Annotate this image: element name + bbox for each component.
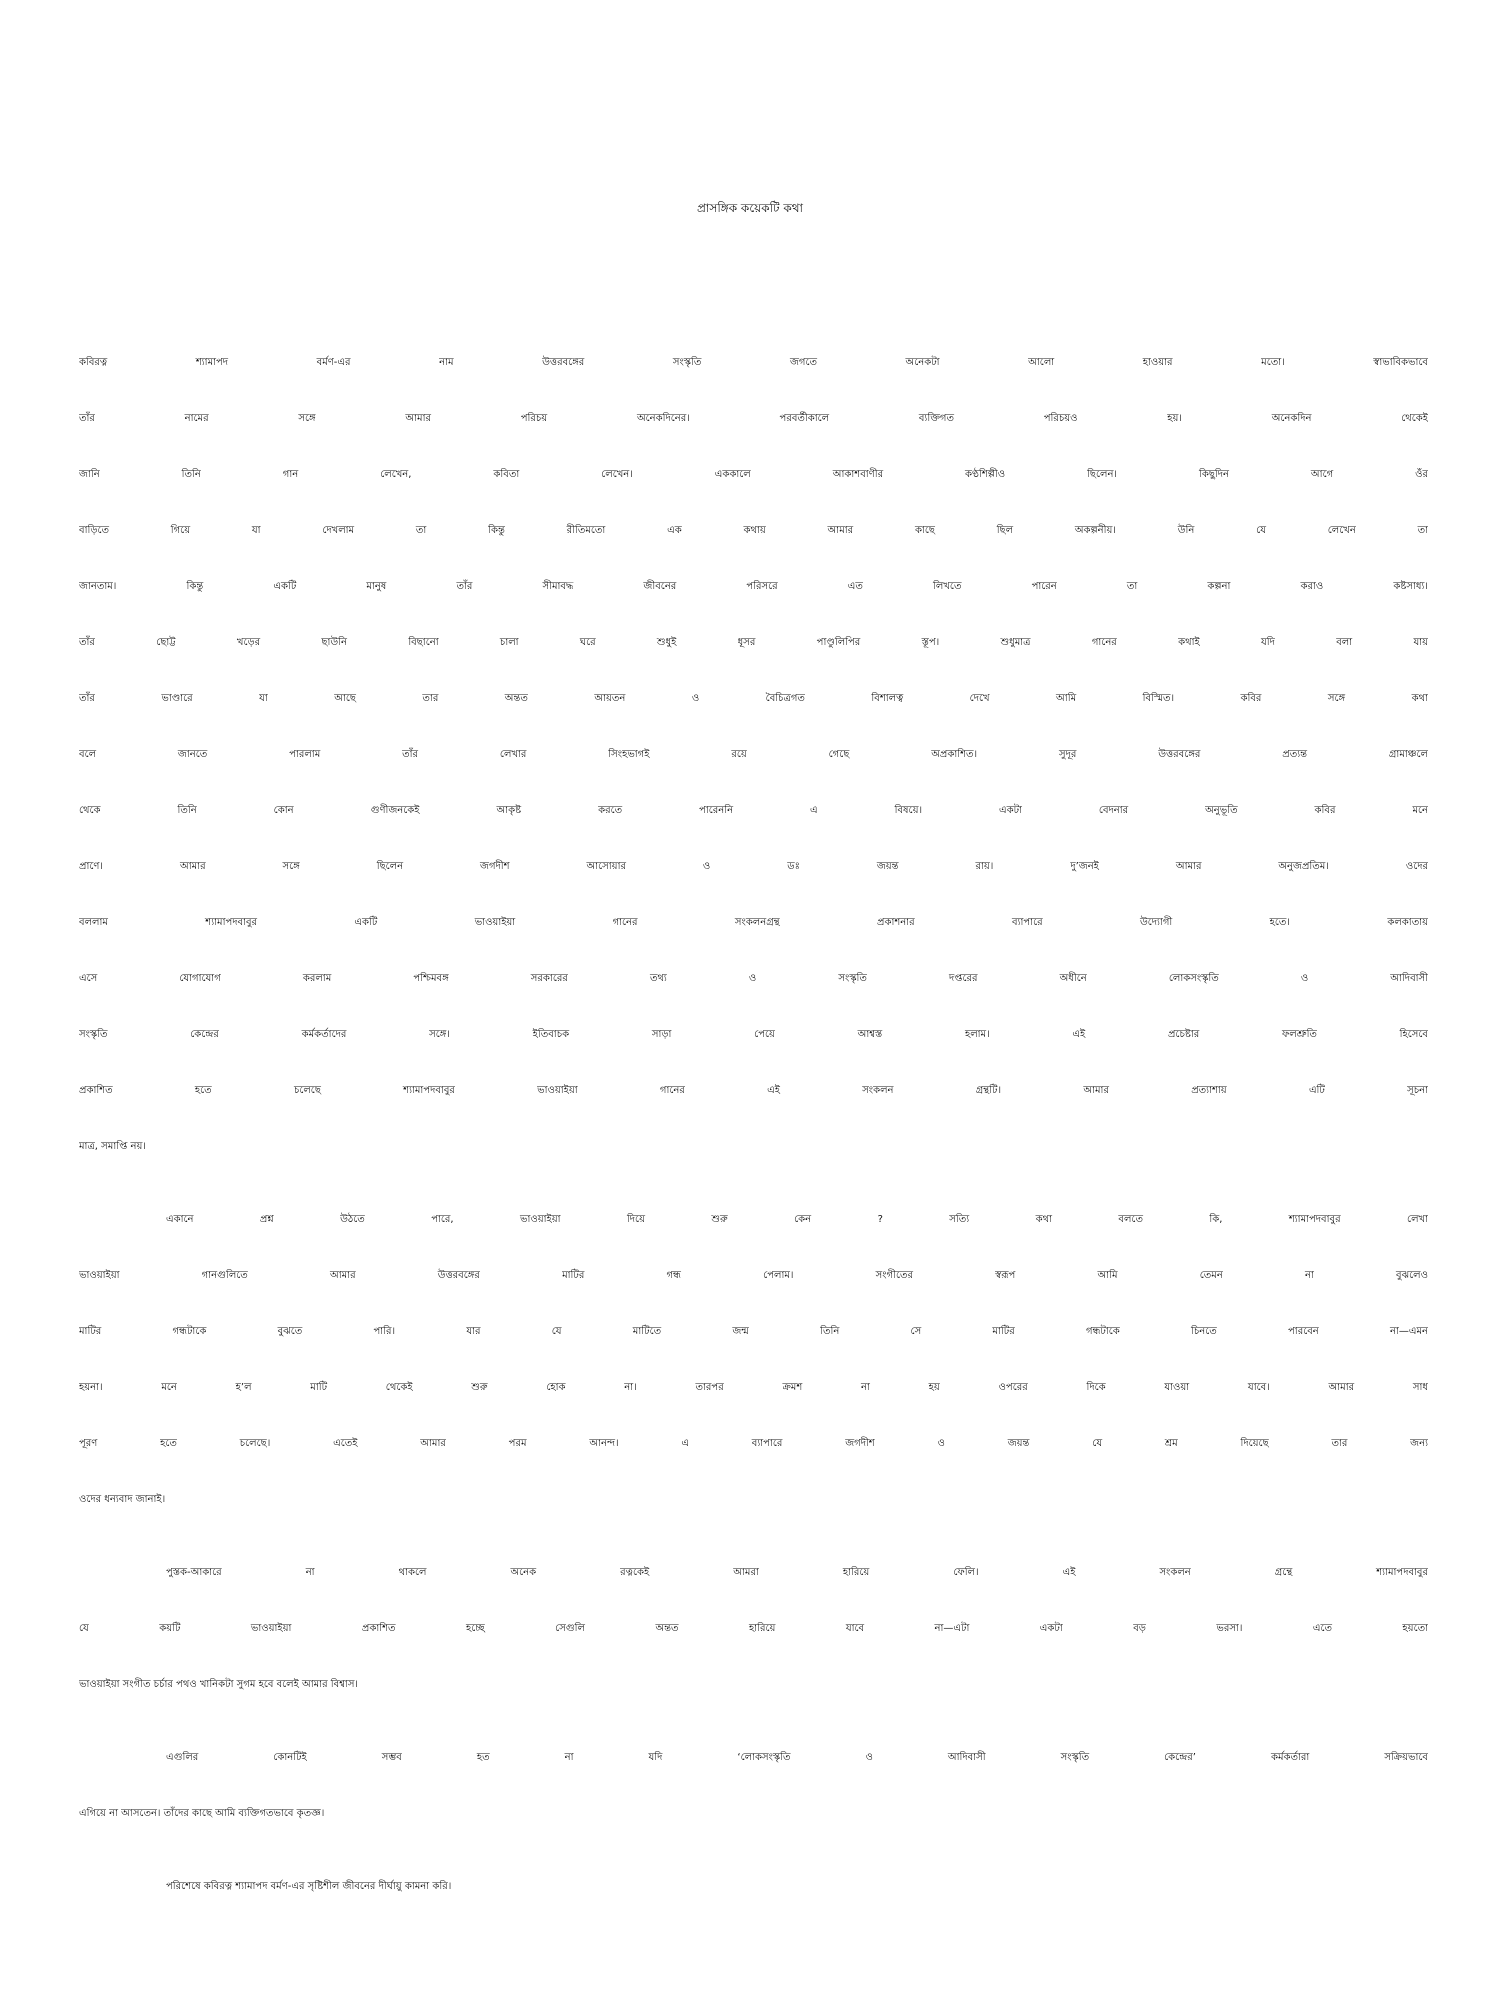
text-line: এগিয়ে না আসতেন। তাঁদের কাছে আমি ব্যক্তিগতভাবে কৃতজ্ঞ। (79, 1808, 325, 1819)
document-body (79, 335, 1428, 1915)
paragraph-3 (79, 1545, 1428, 1713)
text-line: মাটির গন্ধটাকে বুঝতে পারি। যার যে মাটিতে জন্ম তিনি সে মাটির গন্ধটাকে চিনতে পারবেন না—এমন (79, 1326, 1428, 1337)
paragraph-4 (79, 1730, 1428, 1842)
page-title: প্রাসঙ্গিক কয়েকটি কথা (696, 201, 804, 215)
text-line: এগুলির কোনটিই সম্ভব হত না যদি ‘লোকসংস্কৃতি ও আদিবাসী সংস্কৃতি কেন্দ্রের’ কর্মকর্তারা সক্রিয়ভাবে (166, 1752, 1428, 1763)
text-line: প্রকাশিত হতে চলেছে শ্যামাপদবাবুর ভাওয়াইয়া গানের এই সংকলন গ্রন্থটি। আমার প্রত্যাশায় এটি সূচনা (79, 1085, 1428, 1096)
text-line: প্রাণে। আমার সঙ্গে ছিলেন জগদীশ আসোয়ার ও ডঃ জয়ন্ত রায়। দু’জনই আমার অনুজপ্রতিম। ওদের (79, 861, 1428, 872)
text-line: বলে জানতে পারলাম তাঁর লেখার সিংহভাগই রয়ে গেছে অপ্রকাশিত। সুদূর উত্তরবঙ্গের প্রত্যন্ত গ্রামাঞ্চলে (79, 749, 1428, 760)
text-line: একানে প্রশ্ন উঠতে পারে, ভাওয়াইয়া দিয়ে শুরু কেন ? সত্যি কথা বলতে কি, শ্যামাপদবাবুর লেখা (166, 1214, 1428, 1225)
text-line: ওদের ধন্যবাদ জানাই। (79, 1494, 166, 1505)
text-line: তাঁর নামের সঙ্গে আমার পরিচয় অনেকদিনের। পরবর্তীকালে ব্যক্তিগত পরিচয়ও হয়। অনেকদিন থেকেই (79, 413, 1428, 424)
text-line: জানি তিনি গান লেখেন, কবিতা লেখেন। এককালে আকাশবাণীর কণ্ঠশিল্পীও ছিলেন। কিছুদিন আগে ওঁর (79, 469, 1428, 480)
text-line: তাঁর ছোট্ট খড়ের ছাউনি বিছানো চালা ঘরে শুধুই ধূসর পাণ্ডুলিপির স্তূপ। শুধুমাত্র গানের কথাই যদি বলা যায় (79, 637, 1428, 648)
text-line: এসে যোগাযোগ করলাম পশ্চিমবঙ্গ সরকারের তথ্য ও সংস্কৃতি দপ্তরের অধীনে লোকসংস্কৃতি ও আদিবাসী (79, 973, 1428, 984)
text-line: জানতাম। কিন্তু একটি মানুষ তাঁর সীমাবদ্ধ জীবনের পরিসরে এত লিখতে পারেন তা কল্পনা করাও কষ্টসাধ্য। (79, 581, 1428, 592)
text-line: বাড়িতে গিয়ে যা দেখলাম তা কিন্তু রীতিমতো এক কথায় আমার কাছে ছিল অকল্পনীয়। উনি যে লেখেন তা (79, 525, 1428, 536)
text-line: হয়না। মনে হ’ল মাটি থেকেই শুরু হোক না। তারপর ক্রমশ না হয় ওপরের দিকে যাওয়া যাবে। আমার সাধ (79, 1382, 1428, 1393)
paragraph-5 (79, 1859, 1428, 1915)
text-line: মাত্র, সমাপ্তি নয়। (79, 1141, 146, 1152)
text-line: থেকে তিনি কোন গুণীজনকেই আকৃষ্ট করতে পারেননি এ বিষয়ে। একটা বেদনার অনুভূতি কবির মনে (79, 805, 1428, 816)
text-line: সংস্কৃতি কেন্দ্রের কর্মকর্তাদের সঙ্গে। ইতিবাচক সাড়া পেয়ে আশ্বস্ত হলাম। এই প্রচেষ্টার ফলশ্রুতি হিসেবে (79, 1029, 1428, 1040)
text-line: ভাওয়াইয়া গানগুলিতে আমার উত্তরবঙ্গের মাটির গন্ধ পেলাম। সংগীতের স্বরূপ আমি তেমন না বুঝলেও (79, 1270, 1428, 1281)
text-line: বললাম শ্যামাপদবাবুর একটি ভাওয়াইয়া গানের সংকলনগ্রন্থ প্রকাশনার ব্যাপারে উদ্যোগী হতে। কলকাতায় (79, 917, 1428, 928)
text-line: ভাওয়াইয়া সংগীত চর্চার পথও খানিকটা সুগম হবে বলেই আমার বিশ্বাস। (79, 1679, 359, 1690)
text-line: পুস্তক-আকারে না থাকলে অনেক রত্নকেই আমরা হারিয়ে ফেলি। এই সংকলন গ্রন্থে শ্যামাপদবাবুর (166, 1567, 1428, 1578)
text-line: তাঁর ভাণ্ডারে যা আছে তার অন্তত আয়তন ও বৈচিত্রগত বিশালত্ব দেখে আমি বিস্মিত। কবির সঙ্গে কথা (79, 693, 1428, 704)
paragraph-1 (79, 335, 1428, 1175)
text-line: পরিশেষে কবিরত্ন শ্যামাপদ বর্মণ-এর সৃষ্টিশীল জীবনের দীর্ঘায়ু কামনা করি। (166, 1881, 452, 1892)
text-line: কবিরত্ন শ্যামাপদ বর্মণ-এর নাম উত্তরবঙ্গের সংস্কৃতি জগতে অনেকটা আলো হাওয়ার মতো। স্বাভাবিকভাবে (79, 357, 1428, 368)
text-line: যে কয়টি ভাওয়াইয়া প্রকাশিত হচ্ছে সেগুলি অন্তত হারিয়ে যাবে না—এটা একটা বড় ভরসা। এতে হয়তো (79, 1623, 1428, 1634)
paragraph-2 (79, 1192, 1428, 1528)
text-line: পূরণ হতে চলেছে। এতেই আমার পরম আনন্দ। এ ব্যাপারে জগদীশ ও জয়ন্ত যে শ্রম দিয়েছে তার জন্য (79, 1438, 1428, 1449)
